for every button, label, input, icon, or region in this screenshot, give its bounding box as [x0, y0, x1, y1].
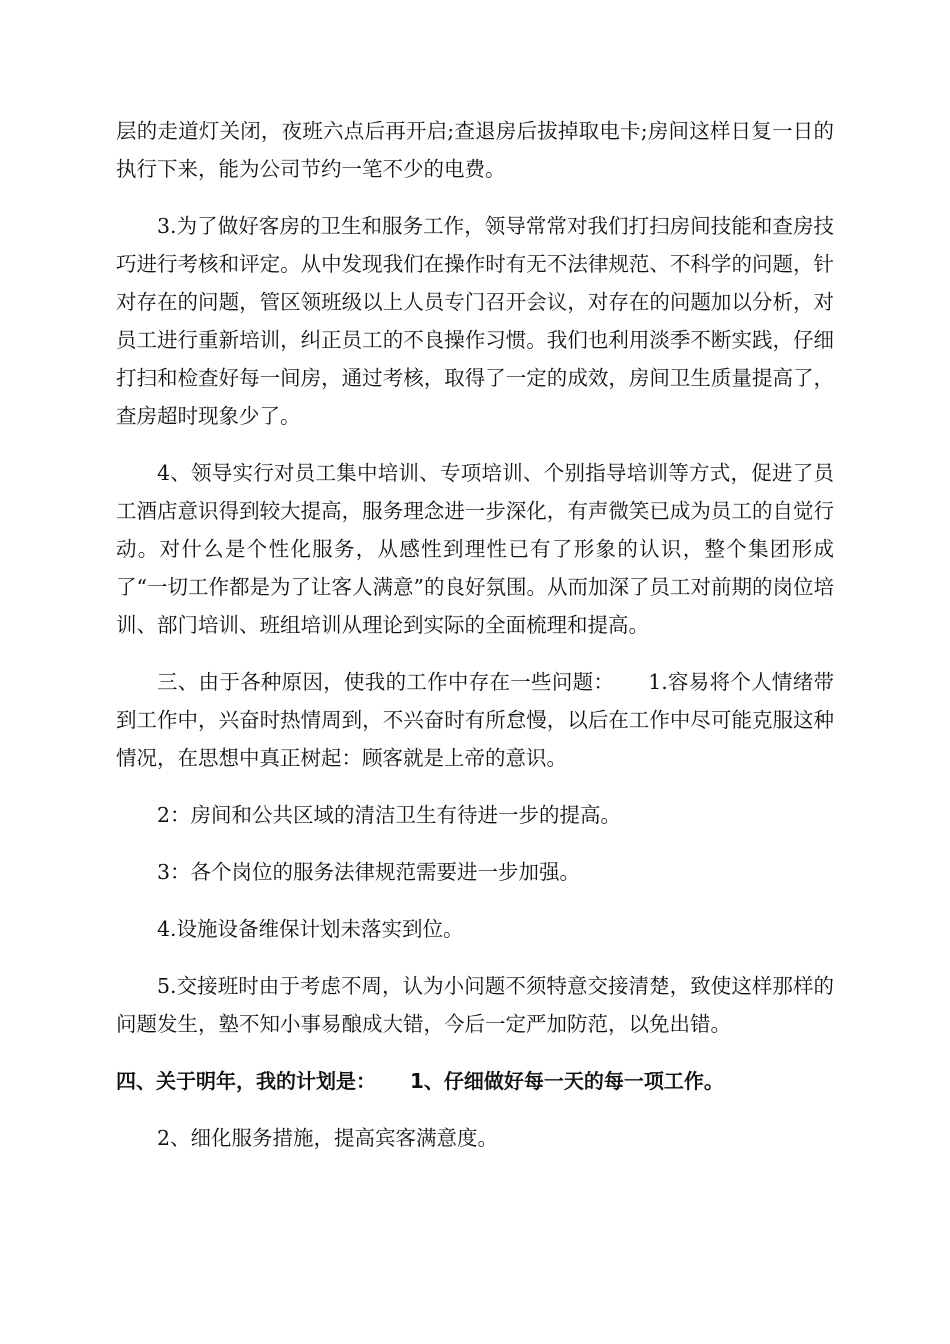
- paragraph-section-4-item-2: 2、细化服务措施，提高宾客满意度。: [157, 1126, 499, 1150]
- section-4-item-1: 1、仔细做好每一天的每一项工作。: [410, 1069, 724, 1093]
- paragraph-item-3: 3.为了做好客房的卫生和服务工作，领导常常对我们打扫房间技能和查房技巧进行考核和评定。从中发现我们在操作时有无不法律规范、不科学的问题，针对存在的问题，管区领班级以上人员专门召开会议，对存在的问题加以分析，对员工进行重新培训，纠正员工的不良操作习惯。我们也利用淡季不断实践，仔细打扫和检查好每一间房，通过考核，取得了一定的成效，房间卫生质量提高了，查房超时现象少了。: [116, 214, 834, 428]
- document-body: [116, 112, 834, 1176]
- paragraph-section-3-item-2: 2：房间和公共区域的清洁卫生有待进一步的提高。: [157, 803, 622, 827]
- section-4-intro: 四、关于明年，我的计划是：: [116, 1069, 376, 1093]
- paragraph-item-4: 4、领导实行对员工集中培训、专项培训、个别指导培训等方式，促进了员工酒店意识得到较大提高，服务理念进一步深化，有声微笑已成为员工的自觉行动。对什么是个性化服务，从感性到理性已有了形象的认识，整个集团形成了“一切工作都是为了让客人满意”的良好氛围。从而加深了员工对前期的岗位培训、部门培训、班组培训从理论到实际的全面梳理和提高。: [116, 461, 834, 637]
- paragraph-section-3-item-5: 5.交接班时由于考虑不周，认为小问题不须特意交接清楚，致使这样那样的问题发生，塾不知小事易酿成大错，今后一定严加防范，以免出错。: [116, 974, 834, 1036]
- paragraph-section-3: [116, 663, 834, 777]
- paragraph-section-3-item-4: 4.设施设备维保计划未落实到位。: [157, 917, 464, 941]
- paragraph-section-3-item-3: 3：各个岗位的服务法律规范需要进一步加强。: [157, 860, 581, 884]
- paragraph-continuation: 层的走道灯关闭，夜班六点后再开启;查退房后拔掉取电卡;房间这样日复一日的执行下来，能为公司节约一笔不少的电费。: [116, 119, 834, 181]
- heading-section-4: [116, 1062, 834, 1100]
- section-3-item-1: 1.容易将个人情绪带到工作中，兴奋时热情周到，不兴奋时有所怠慢，以后在工作中尽可能克服这种情况，在思想中真正树起：顾客就是上帝的意识。: [116, 670, 834, 770]
- section-3-intro: 三、由于各种原因，使我的工作中存在一些问题：: [157, 670, 615, 694]
